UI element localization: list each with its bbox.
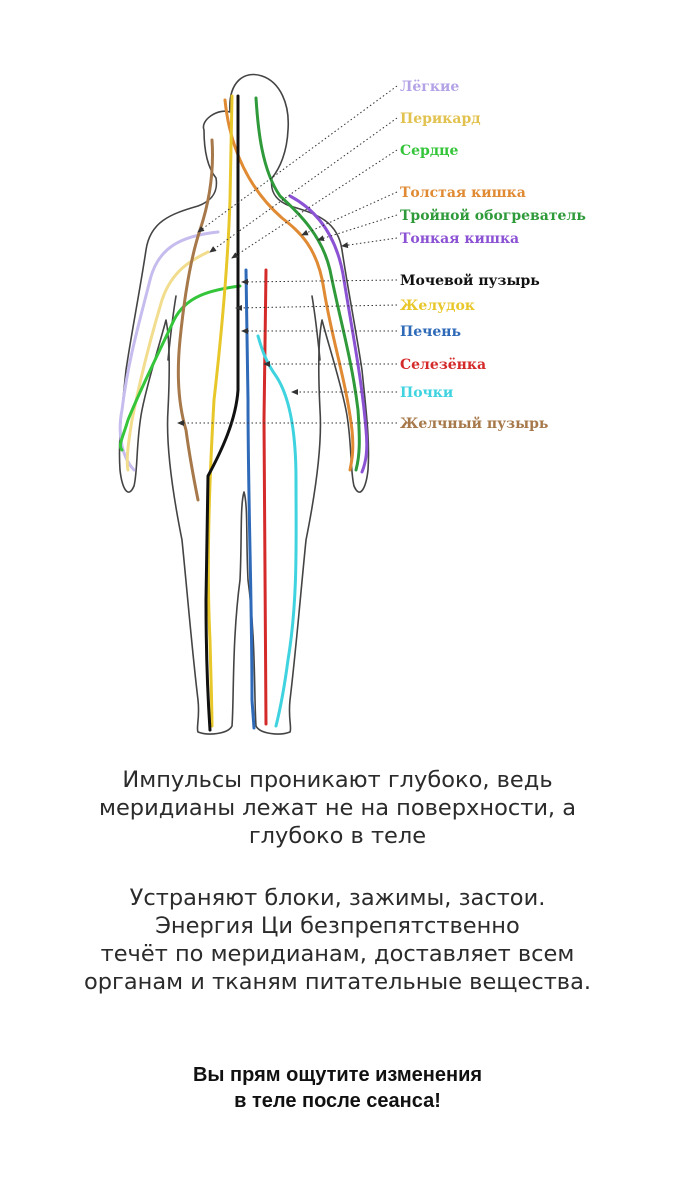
body-outline bbox=[119, 75, 368, 735]
paragraph-line: органам и тканям питательные вещества. bbox=[83, 969, 592, 995]
meridian-line-liver bbox=[246, 270, 254, 728]
call-to-action bbox=[30, 1062, 645, 1114]
paragraph-line: Устраняют блоки, зажимы, застои. bbox=[129, 885, 546, 911]
label-kidneys: Почки bbox=[400, 385, 454, 401]
label-spleen: Селезёнка bbox=[400, 357, 487, 373]
label-stomach: Желудок bbox=[400, 298, 475, 314]
paragraph-line: течёт по меридианам, доставляет всем bbox=[100, 941, 575, 967]
paragraph-impulses bbox=[30, 766, 645, 850]
paragraph-line: меридианы лежат не на поверхности, а bbox=[98, 795, 577, 821]
label-large-intestine: Толстая кишка bbox=[400, 185, 526, 201]
paragraph-line: Импульсы проникают глубоко, ведь bbox=[122, 767, 553, 793]
label-pericardium: Перикард bbox=[400, 111, 481, 127]
meridian-line-stomach bbox=[208, 96, 232, 726]
meridian-lines bbox=[120, 96, 367, 730]
paragraph-line: Энергия Ци безпрепятственно bbox=[155, 913, 520, 939]
label-liver: Печень bbox=[400, 324, 462, 340]
label-bladder: Мочевой пузырь bbox=[400, 273, 540, 289]
label-small-intestine: Тонкая кишка bbox=[400, 231, 520, 247]
label-heart: Сердце bbox=[400, 143, 459, 159]
label-triple-warmer: Тройной обогреватель bbox=[400, 208, 586, 224]
label-gallbladder: Желчный пузырь bbox=[400, 416, 549, 432]
cta-line: в теле после сеанса! bbox=[234, 1090, 441, 1112]
cta-line: Вы прям ощутите изменения bbox=[192, 1064, 483, 1086]
paragraph-energy bbox=[30, 884, 645, 996]
meridian-labels bbox=[400, 79, 586, 432]
paragraph-line: глубоко в теле bbox=[248, 823, 427, 849]
meridian-line-spleen bbox=[264, 270, 266, 724]
meridian-line-gallbladder bbox=[178, 140, 212, 500]
label-lungs: Лёгкие bbox=[400, 79, 460, 95]
